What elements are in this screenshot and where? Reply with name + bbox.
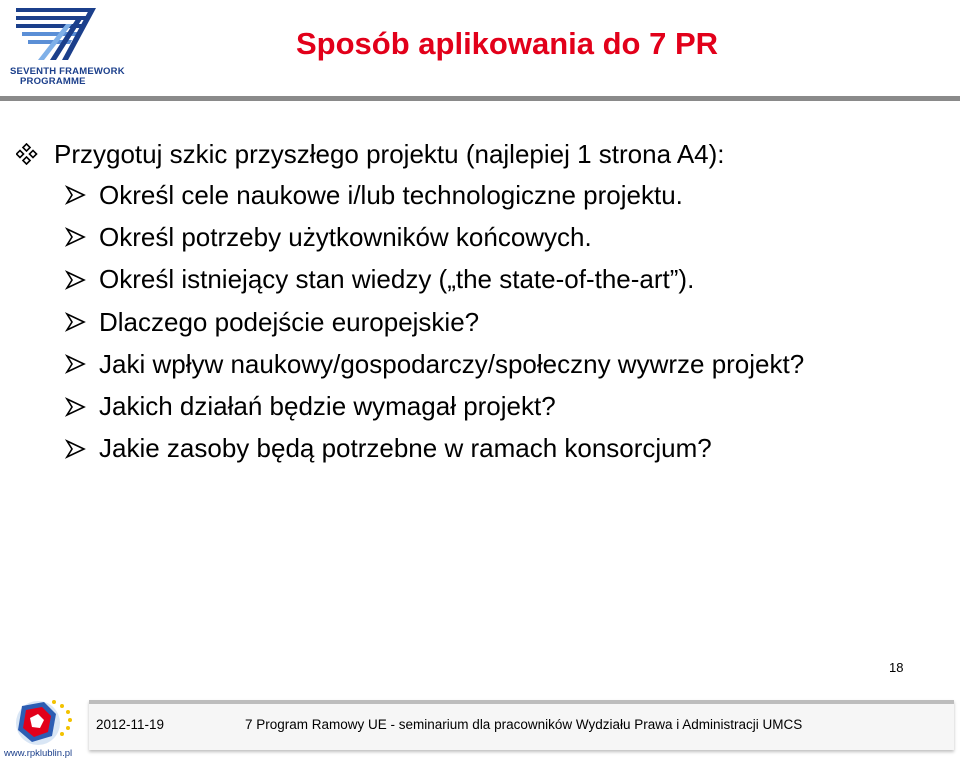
list-item-text: Jakie zasoby będą potrzebne w ramach konsorcjum?: [99, 433, 712, 464]
slide-title: Sposób aplikowania do 7 PR: [296, 26, 719, 61]
list-item-text: Określ istniejący stan wiedzy („the state-of-the-art”).: [99, 264, 695, 295]
list-item: [64, 343, 946, 385]
lead-text: Przygotuj szkic przyszłego projektu (najlepiej 1 strona A4):: [54, 138, 725, 169]
fp7-logo: [6, 4, 125, 87]
fp7-emblem-icon: [12, 4, 96, 60]
list-item-text: Jakich działań będzie wymagał projekt?: [99, 391, 556, 422]
list-item: [64, 259, 946, 301]
list-item: [64, 428, 946, 470]
lead-bullet: [16, 134, 946, 174]
arrow-bullet-icon: [64, 226, 88, 248]
header-divider: [0, 96, 960, 101]
list-item-text: Jaki wpływ naukowy/gospodarczy/społeczny wywrze projekt?: [99, 348, 805, 379]
arrow-bullet-icon: [64, 438, 88, 460]
rpk-logo-icon: [4, 696, 90, 750]
list-item-text: Dlaczego podejście europejskie?: [99, 306, 480, 337]
rpk-url-link[interactable]: www.rpklublin.pl: [4, 748, 73, 759]
list-item: [64, 385, 946, 427]
list-item: [64, 174, 946, 216]
page-number: 18: [889, 660, 904, 675]
arrow-bullet-icon: [64, 311, 88, 333]
arrow-bullet-icon: [64, 396, 88, 418]
bullet-list: [16, 134, 946, 470]
diamond-bullet-icon: [16, 143, 50, 165]
list-item-text: Określ potrzeby użytkowników końcowych.: [99, 221, 592, 252]
fp7-logo-line-1: SEVENTH FRAMEWORK: [10, 66, 125, 77]
footer-text: 7 Program Ramowy UE - seminarium dla pracowników Wydziału Prawa i Administracji UMCS: [245, 717, 803, 732]
arrow-bullet-icon: [64, 353, 88, 375]
list-item: [64, 301, 946, 343]
arrow-bullet-icon: [64, 269, 88, 291]
fp7-logo-line-2: PROGRAMME: [20, 76, 86, 87]
arrow-bullet-icon: [64, 184, 88, 206]
list-item: [64, 216, 946, 258]
footer-date: 2012-11-19: [96, 717, 165, 732]
list-item-text: Określ cele naukowe i/lub technologiczne projektu.: [99, 179, 683, 210]
